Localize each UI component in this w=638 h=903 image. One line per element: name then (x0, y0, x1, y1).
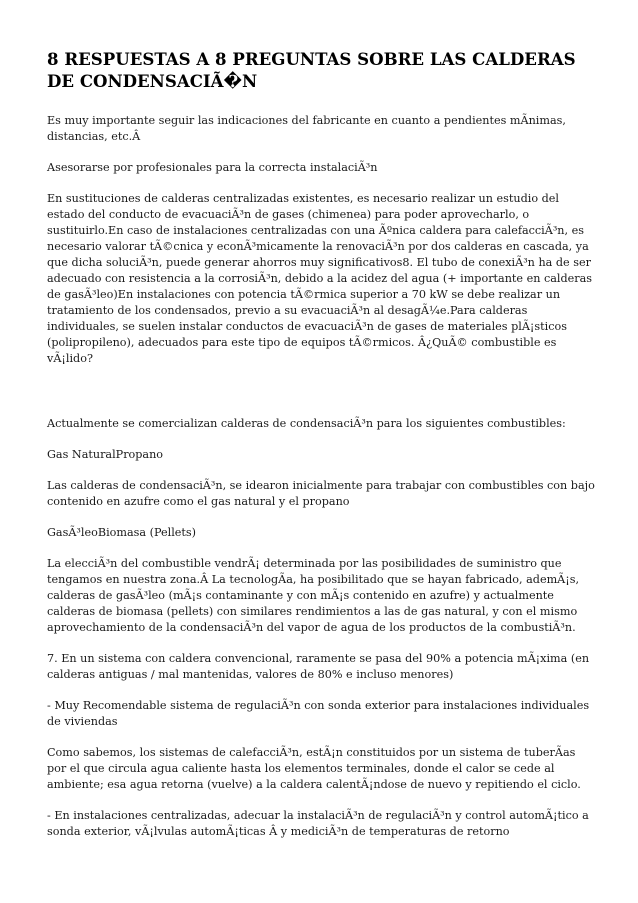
paragraph-1: Es muy importante seguir las indicaciones del fabricante en cuanto a pendientes mÃnimas, distancias, etc.Â (47, 114, 566, 143)
paragraph-7: GasÃ³leoBiomasa (Pellets) (47, 526, 197, 539)
paragraph-10: - Muy Recomendable sistema de regulaciÃ³n con sonda exterior para instalaciones individuales de viviendas (47, 699, 590, 728)
paragraph-12: - En instalaciones centralizadas, adecuar la instalaciÃ³n de regulaciÃ³n y control automÃ¡tico a sonda exterior, vÃ¡lvulas automÃ¡ticas Â y mediciÃ³n de temperaturas de retorno (47, 809, 589, 838)
paragraph-6: Las calderas de condensaciÃ³n, se idearon inicialmente para trabajar con combustibles con bajo contenido en azufre como el gas natural y el propano (47, 479, 595, 508)
document-page (47, 48, 595, 855)
paragraph-2: Asesorarse por profesionales para la correcta instalaciÃ³n (47, 161, 378, 174)
paragraph-4: Actualmente se comercializan calderas de condensaciÃ³n para los siguientes combustibles: (47, 417, 566, 430)
document-title: 8 RESPUESTAS A 8 PREGUNTAS SOBRE LAS CALDERAS DE CONDENSACIÃ�N (47, 49, 576, 91)
paragraph-9: 7. En un sistema con caldera convencional, raramente se pasa del 90% a potencia mÃ¡xima (en calderas antiguas / mal mantenidas, valores de 80% e incluso menores) (47, 652, 590, 681)
paragraph-3: En sustituciones de calderas centralizadas existentes, es necesario realizar un estudio del estado del conducto de evacuaciÃ³n de gases (chimenea) para poder aprovecharlo, o sustituirlo.En caso de instalaciones centralizadas con una Ãºnica caldera para calefacciÃ³n, es necesario valorar tÃ©cnica y econÃ³micamente la renovaciÃ³n por dos calderas en cascada, ya que dicha soluciÃ³n, puede generar ahorros muy significativos8. El tubo de conexiÃ³n ha de ser adecuado con resistencia a la corrosiÃ³n, debido a la acidez del agua (+ importante en calderas de gasÃ³leo)En instalaciones con potencia tÃ©rmica superior a 70 kW se debe realizar un tratamiento de los condensados, previo a su evacuaciÃ³n al desagÃ¼e.Para calderas individuales, se suelen instalar conductos de evacuaciÃ³n de gases de materiales plÃ¡sticos (polipropileno), adecuados para este tipo de equipos tÃ©rmicos. Â¿QuÃ© combustible es vÃ¡lido? (47, 192, 593, 365)
section-gap (47, 382, 595, 416)
paragraph-5: Gas NaturalPropano (47, 448, 164, 461)
paragraph-11: Como sabemos, los sistemas de calefacciÃ³n, estÃ¡n constituidos por un sistema de tuberÃas por el que circula agua caliente hasta los elementos terminales, donde el calor se cede al ambiente; esa agua retorna (vuelve) a la caldera calentÃ¡ndose de nuevo y repitiendo el ciclo. (47, 746, 581, 791)
paragraph-8: La elecciÃ³n del combustible vendrÃ¡ determinada por las posibilidades de suministro que tengamos en nuestra zona.Â La tecnologÃa, ha posibilitado que se hayan fabricado, ademÃ¡s, calderas de gasÃ³leo (mÃ¡s contaminante y con mÃ¡s contenido en azufre) y actualmente calderas de biomasa (pellets) con similares rendimientos a las de gas natural, y con el mismo aprovechamiento de la condensaciÃ³n del vapor de agua de los productos de la combustiÃ³n. (47, 557, 580, 634)
